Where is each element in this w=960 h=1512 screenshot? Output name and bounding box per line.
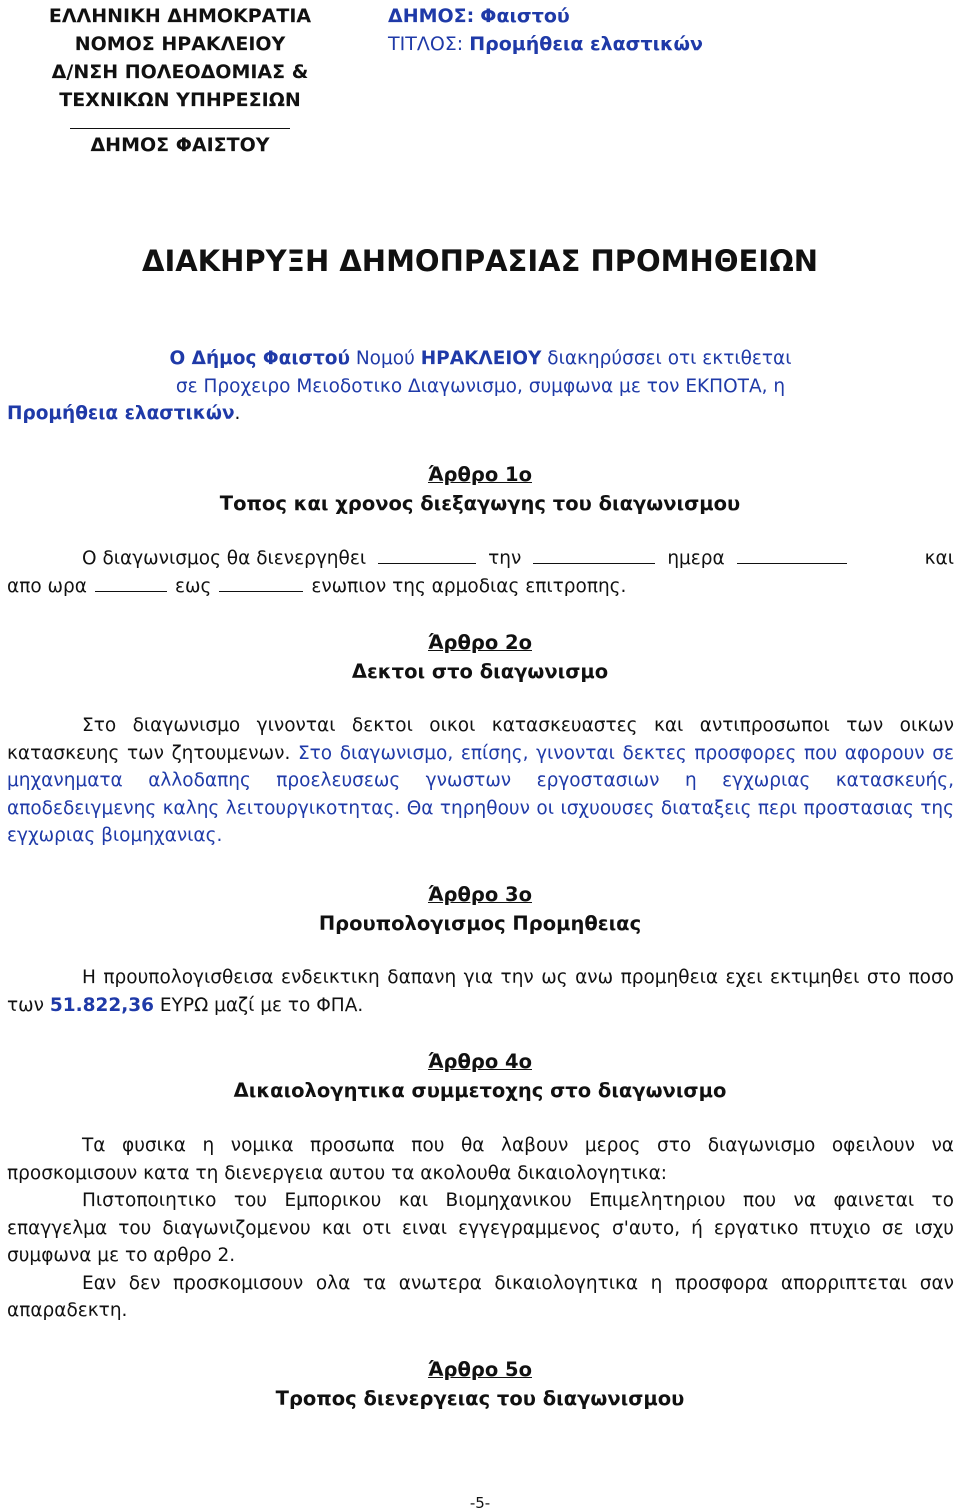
page-title: ΔΙΑΚΗΡΥΞΗ ΔΗΜΟΠΡΑΣΙΑΣ ΠΡΟΜΗΘΕΙΩΝ: [142, 244, 818, 278]
article-4-title: Δικαιολογητικα συμμετοχης στο διαγωνισμο: [233, 1079, 727, 1102]
dimos-value: Φαιστού: [480, 5, 570, 27]
document-meta: [388, 2, 703, 58]
article-1-number: Άρθρο 1ο: [427, 463, 532, 486]
blank-time-from: [95, 573, 167, 592]
article-1-line-2: [7, 573, 954, 601]
article-1-heading: [0, 460, 960, 518]
issuer-line-2: ΝΟΜΟΣ ΗΡΑΚΛΕΙΟΥ: [74, 33, 286, 55]
article-5-number: Άρθρο 5ο: [427, 1358, 532, 1381]
blank-time-to: [219, 573, 303, 592]
issuer-line-1: ΕΛΛΗΝΙΚΗ ΔΗΜΟΚΡΑΤΙΑ: [48, 5, 312, 27]
issuer-line-3: Δ/ΝΣΗ ΠΟΛΕΟΔΟΜΙΑΣ &: [51, 61, 309, 83]
intro-prefecture: ΗΡΑΚΛΕΙΟΥ: [420, 348, 542, 369]
article-3-text-after: ΕΥΡΩ μαζί με το ΦΠΑ.: [159, 994, 364, 1016]
issuer-block: [0, 2, 360, 159]
intro-municipality: Ο Δήμος Φαιστού: [169, 348, 350, 369]
dimos-label: ΔΗΜΟΣ:: [388, 5, 475, 27]
intro-subject: Προμήθεια ελαστικών: [7, 403, 235, 424]
article-1-body: [7, 545, 954, 600]
intro-line-1: [7, 345, 954, 373]
article-2-heading: [0, 628, 960, 686]
article-3-body: [7, 964, 954, 1019]
issuer-line-4: ΤΕΧΝΙΚΩΝ ΥΠΗΡΕΣΙΩΝ: [59, 89, 301, 111]
titlos-row: [388, 30, 703, 58]
blank-date: [378, 545, 476, 564]
article-4-body: [7, 1132, 954, 1325]
blank-day: [533, 545, 655, 564]
article-1-text-4: και: [924, 548, 954, 569]
article-3-number: Άρθρο 3ο: [427, 883, 532, 906]
article-1-text-2: την: [488, 548, 522, 569]
article-2-text-black: Στο διαγωνισμο γινονται δεκτοι οικοι κατασκευαστες και αντιπροσωποι των οικων κατασκευης των ζητουμενων.: [7, 715, 954, 764]
article-4-paragraph-2: Πιστοποιητικο του Εμπορικου και Βιομηχανικου Επιμελητηριου που να φαινεται το επαγγελμα του διαγωνιζομενου και οτι ειναι εγγεγραμμενος σ'αυτο, ή εργατικο πτυχιο σε ισχυ συμφωνα με το αρθρο 2.: [7, 1190, 954, 1266]
article-1-text-5: απο ωρα: [7, 575, 87, 597]
article-1-text-3: ημερα: [667, 548, 725, 569]
dimos-row: [388, 2, 703, 30]
article-5-title: Τροπος διενεργειας του διαγωνισμου: [275, 1387, 685, 1410]
article-1-text-1: Ο διαγωνισμος θα διενεργηθει: [82, 548, 367, 569]
article-4-number: Άρθρο 4ο: [427, 1050, 532, 1073]
article-3-title: Προυπολογισμος Προμηθειας: [318, 912, 642, 935]
article-1-line-1: [7, 545, 954, 573]
intro-paragraph: [7, 345, 954, 428]
article-4-heading: [0, 1047, 960, 1105]
intro-declares: διακηρύσσει οτι εκτιθεται: [547, 348, 792, 369]
article-4-paragraph-3: Εαν δεν προσκομισουν ολα τα ανωτερα δικαιολογητικα η προσφορα απορριπτεται σαν απαραδεκτη.: [7, 1272, 954, 1321]
article-1-text-6: εως: [174, 575, 212, 597]
article-2-number: Άρθρο 2ο: [427, 631, 532, 654]
titlos-value: Προμήθεια ελαστικών: [469, 33, 703, 55]
article-2-title: Δεκτοι στο διαγωνισμο: [351, 660, 609, 683]
issuer-municipality: ΔΗΜΟΣ ΦΑΙΣΤΟΥ: [90, 134, 270, 156]
article-2-text-blue: Στο διαγωνισμο, επίσης, γινονται δεκτες προσφορες που αφορουν σε μηχανηματα αλλοδαπης προελευσεως γνωστων εργοστασιων η εγχωριας κατασκευής, αποδεδειγμενης καλης λειτουργικοτητας. Θα τηρηθουν οι ισχυουσες διαταξεις περι προστασιας της εγχωριας βιομηχανιας.: [7, 742, 954, 846]
article-2-body: [7, 712, 954, 850]
article-5-heading: [0, 1355, 960, 1413]
signature-rule: [70, 128, 290, 129]
article-4-paragraph-1: Τα φυσικα η νομικα προσωπα που θα λαβουν μερος στο διαγωνισμο οφειλουν να προσκομισουν κατα τη διενεργεια αυτου τα ακολουθα δικαιολογητικα:: [7, 1135, 954, 1184]
titlos-label: ΤΙΤΛΟΣ:: [388, 33, 464, 55]
article-3-heading: [0, 880, 960, 938]
article-3-text-before: Η προυπολογισθεισα ενδεικτικη δαπανη για την ως ανω προμηθεια εχει εκτιμηθει στο ποσο των: [7, 967, 954, 1016]
page-number: -5-: [469, 1494, 491, 1512]
article-1-text-7: ενωπιον της αρμοδιας επιτροπης.: [311, 575, 627, 597]
budget-amount: 51.822,36: [49, 994, 155, 1016]
blank-day-name: [737, 545, 847, 564]
intro-period: .: [234, 403, 241, 424]
intro-nomou: Νομού: [355, 348, 415, 369]
article-1-title: Τοπος και χρονος διεξαγωγης του διαγωνισμου: [219, 492, 741, 515]
intro-line-3: [7, 400, 954, 428]
intro-line-2: σε Προχειρο Μειοδοτικο Διαγωνισμο, συμφωνα με τον ΕΚΠΟΤΑ, η: [175, 375, 786, 397]
